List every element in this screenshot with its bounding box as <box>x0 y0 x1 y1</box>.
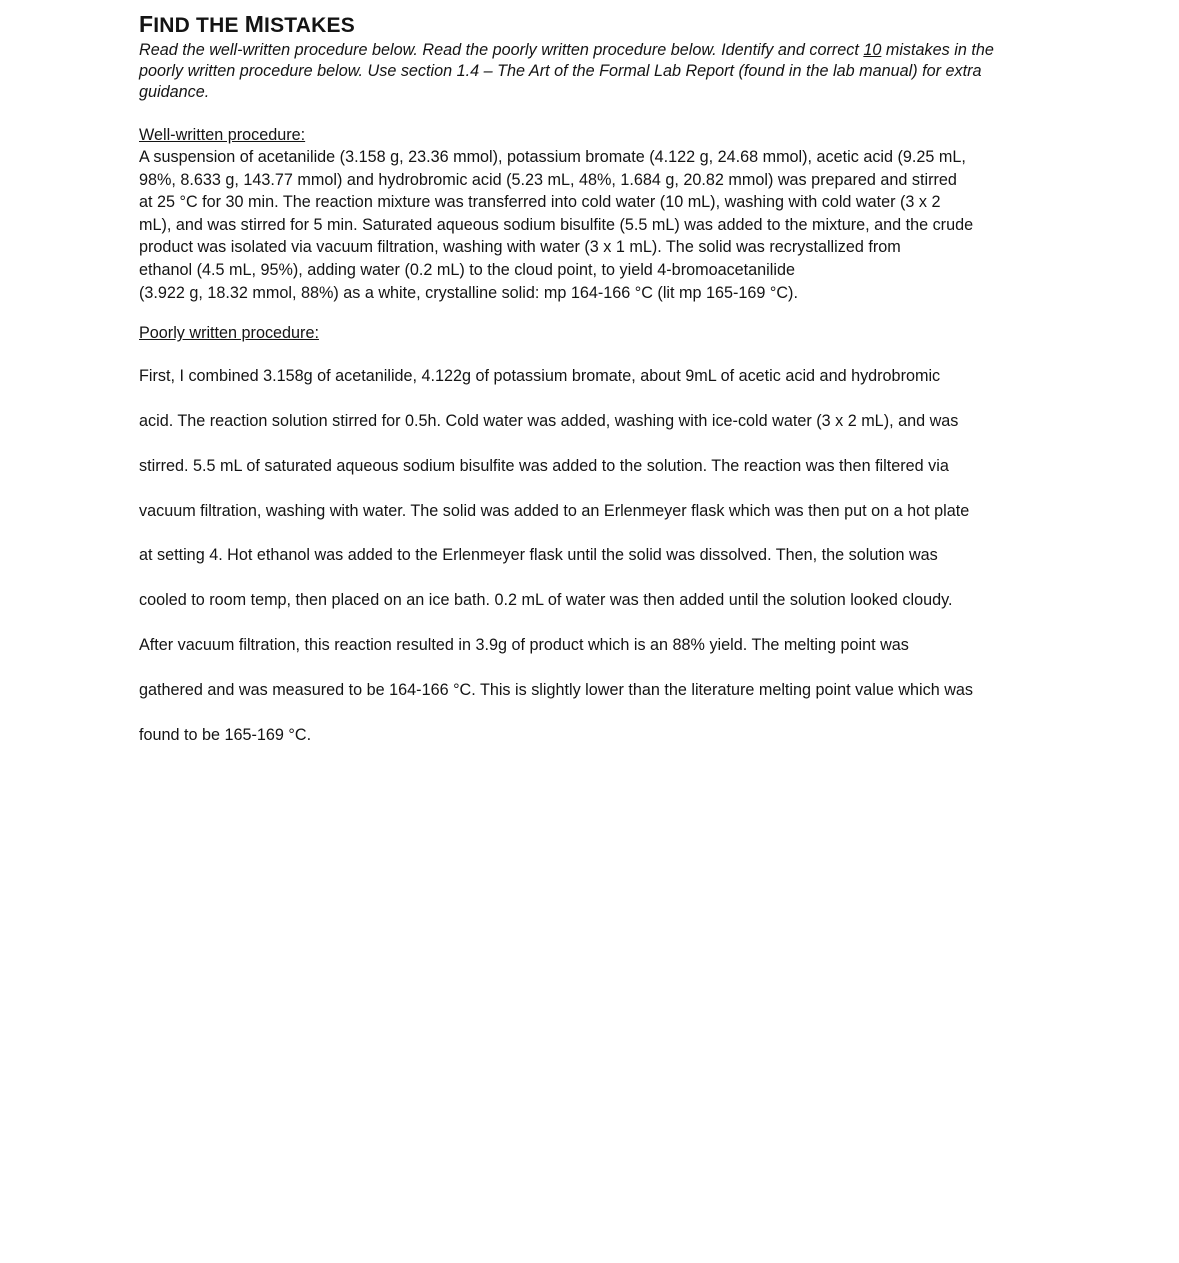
poorly-written-line: acid. The reaction solution stirred for 0.5h. Cold water was added, washing with ice-cold water (3 x 2 mL), and was <box>139 411 959 430</box>
title-rest-istakes: ISTAKES <box>264 14 355 37</box>
poorly-written-line: found to be 165-169 °C. <box>139 725 312 744</box>
poorly-written-line: stirred. 5.5 mL of saturated aqueous sodium bisulfite was added to the solution. The reaction was then filtered via <box>139 456 949 475</box>
instructions-paragraph <box>139 40 1029 103</box>
document-page <box>139 10 1039 757</box>
well-written-line: mL), and was stirred for 5 min. Saturated aqueous sodium bisulfite (5.5 mL) was added to the mixture, and the crude <box>139 215 974 234</box>
title-initial-m: M <box>244 11 265 37</box>
title-initial-f: F <box>139 11 154 37</box>
poorly-written-paragraph <box>139 354 1044 757</box>
well-written-label: Well-written procedure: <box>139 126 306 144</box>
poorly-written-label: Poorly written procedure: <box>139 324 319 343</box>
poorly-written-line: vacuum filtration, washing with water. The solid was added to an Erlenmeyer flask which was then put on a hot plate <box>139 501 970 520</box>
instructions-part2: mistakes in the poorly written procedure below. Use section 1.4 – The Art of the Formal Lab Report (found in the lab manual) for extra guidance. <box>139 41 994 101</box>
poorly-written-line: After vacuum filtration, this reaction resulted in 3.9g of product which is an 88% yield. The melting point was <box>139 635 909 654</box>
well-written-line: (3.922 g, 18.32 mmol, 88%) as a white, crystalline solid: mp 164-166 °C (lit mp 165-169 °C). <box>139 283 798 302</box>
well-written-line: product was isolated via vacuum filtration, washing with water (3 x 1 mL). The solid was recrystallized from <box>139 238 901 257</box>
poorly-written-line: cooled to room temp, then placed on an ice bath. 0.2 mL of water was then added until the solution looked cloudy. <box>139 591 953 610</box>
well-written-line: at 25 °C for 30 min. The reaction mixture was transferred into cold water (10 mL), washing with cold water (3 x 2 <box>139 193 941 212</box>
well-written-line: A suspension of acetanilide (3.158 g, 23.36 mmol), potassium bromate (4.122 g, 24.68 mmol), acetic acid (9.25 mL, <box>139 148 966 166</box>
poorly-written-line: First, I combined 3.158g of acetanilide, 4.122g of potassium bromate, about 9mL of acetic acid and hydrobromic <box>139 367 941 386</box>
title-rest-ind-the: IND THE <box>153 14 245 37</box>
well-written-line: 98%, 8.633 g, 143.77 mmol) and hydrobromic acid (5.23 mL, 48%, 1.684 g, 20.82 mmol) was prepared and stirred <box>139 170 957 189</box>
poorly-written-line: gathered and was measured to be 164-166 °C. This is slightly lower than the literature melting point value which was <box>139 680 973 699</box>
well-written-line: ethanol (4.5 mL, 95%), adding water (0.2 mL) to the cloud point, to yield 4-bromoacetanilide <box>139 260 795 279</box>
poorly-written-line: at setting 4. Hot ethanol was added to the Erlenmeyer flask until the solid was dissolved. Then, the solution was <box>139 546 938 565</box>
page-title <box>139 10 1039 40</box>
instructions-part1: Read the well-written procedure below. Read the poorly written procedure below. Identify and correct <box>139 41 864 59</box>
well-written-paragraph <box>139 146 1034 304</box>
mistake-count: 10 <box>863 41 882 59</box>
